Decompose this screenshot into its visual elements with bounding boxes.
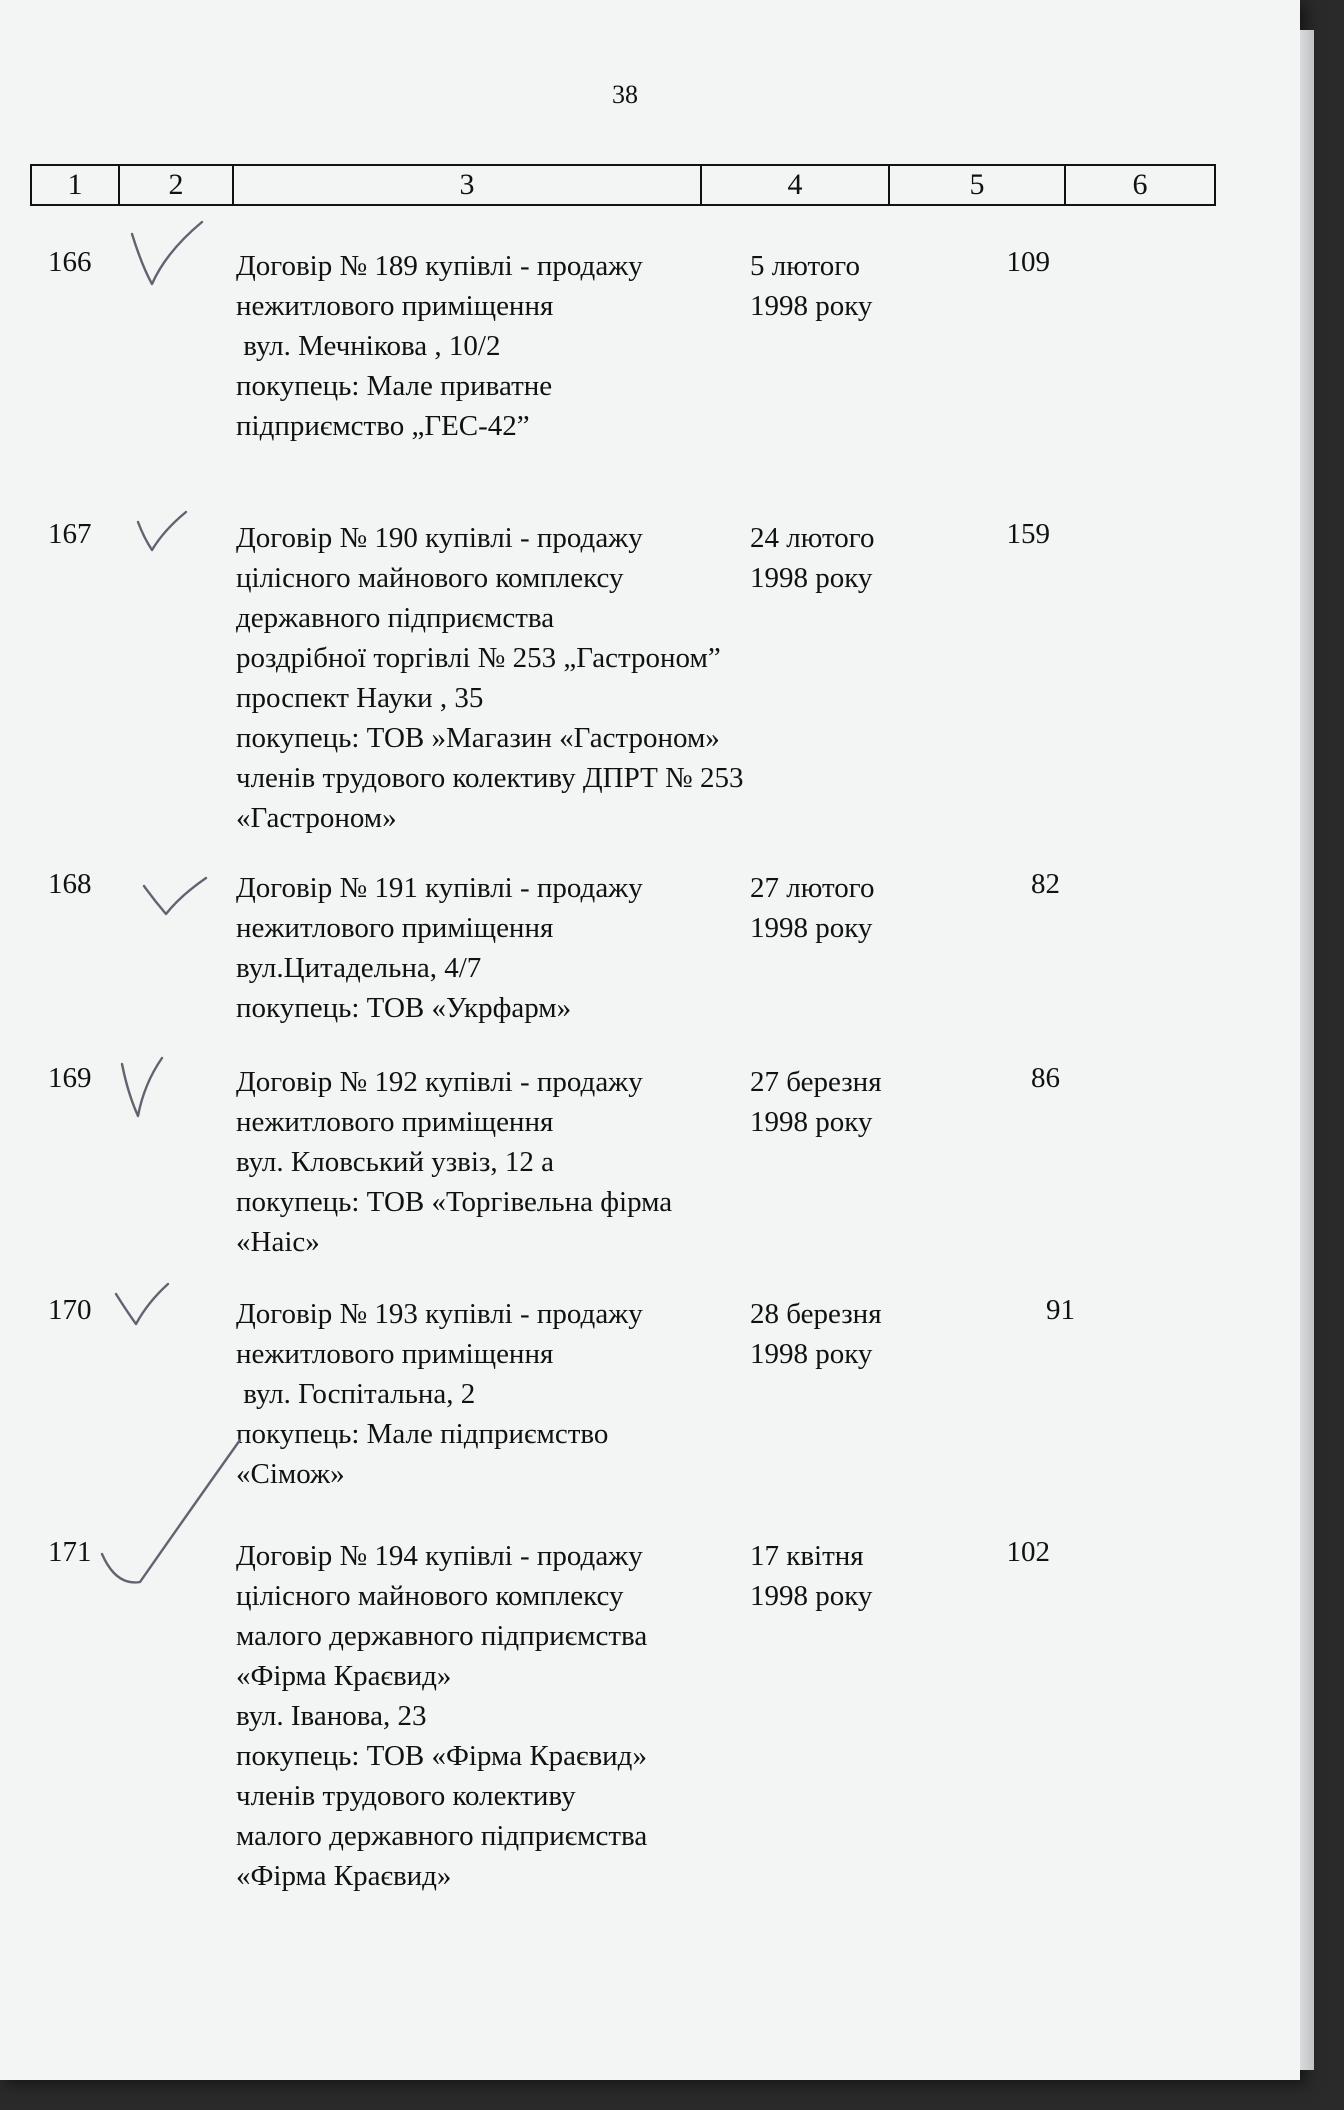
description-line: «Гастроном»: [236, 802, 397, 834]
description-line: нежитлового приміщення: [236, 290, 554, 322]
description-line: нежитлового приміщення: [236, 912, 554, 944]
description-line: нежитлового приміщення: [236, 1106, 554, 1138]
description-line: покупець: ТОВ «Фірма Краєвид»: [236, 1740, 647, 1772]
description-line: Договір № 190 купівлі - продажу: [236, 522, 643, 554]
date-line: 5 лютого: [750, 250, 860, 282]
check-mark-icon: [134, 508, 190, 556]
entry-description: [236, 1294, 643, 1494]
entry-page-count: 86: [1031, 1062, 1060, 1094]
column-header-3: 3: [233, 165, 701, 205]
date-line: 1998 року: [750, 562, 873, 594]
description-line: вул. Іванова, 23: [236, 1700, 427, 1732]
date-line: 27 лютого: [750, 872, 875, 904]
description-line: підприємство „ГЕС-42”: [236, 410, 530, 442]
description-line: вул.Цитадельна, 4/7: [236, 952, 482, 984]
description-line: «Фірма Краєвид»: [236, 1660, 452, 1692]
entry-date: [750, 246, 872, 326]
date-line: 1998 року: [750, 912, 873, 944]
description-line: державного підприємства: [236, 602, 555, 634]
column-header-4: 4: [701, 165, 889, 205]
description-line: вул. Мечнікова , 10/2: [236, 330, 501, 362]
column-header-6: 6: [1065, 165, 1215, 205]
entry-number: 166: [48, 246, 92, 278]
description-line: малого державного підприємства: [236, 1820, 648, 1852]
entry-description: [236, 518, 743, 838]
entry-date: [750, 518, 874, 598]
description-line: покупець: ТОВ »Магазин «Гастроном»: [236, 722, 720, 754]
date-line: 27 березня: [750, 1066, 882, 1098]
column-header-5: 5: [889, 165, 1065, 205]
entry-number: 167: [48, 518, 92, 550]
check-mark-icon: [96, 1436, 246, 1590]
description-line: роздрібної торгівлі № 253 „Гастроном”: [236, 642, 721, 674]
entry-number: 168: [48, 868, 92, 900]
description-line: членів трудового колективу: [236, 1780, 576, 1812]
page-edge: [1300, 30, 1314, 2070]
description-line: малого державного підприємства: [236, 1620, 648, 1652]
entry-description: [236, 1536, 647, 1896]
description-line: Договір № 194 купівлі - продажу: [236, 1540, 643, 1572]
entry-page-count: 102: [1006, 1536, 1050, 1568]
check-mark-icon: [112, 1280, 172, 1334]
entry-number: 169: [48, 1062, 92, 1094]
description-line: Договір № 192 купівлі - продажу: [236, 1066, 643, 1098]
entry-number: 171: [48, 1536, 92, 1568]
description-line: покупець: ТОВ «Укрфарм»: [236, 992, 572, 1024]
description-line: Договір № 191 купівлі - продажу: [236, 872, 643, 904]
entry-date: [750, 1062, 882, 1142]
entry-description: [236, 868, 643, 1028]
description-line: вул. Госпітальна, 2: [236, 1378, 476, 1410]
column-header-table: [30, 164, 1216, 206]
entry-date: [750, 868, 874, 948]
date-line: 1998 року: [750, 1580, 873, 1612]
entry-page-count: 82: [1031, 868, 1060, 900]
column-header-1: 1: [31, 165, 119, 205]
description-line: Договір № 189 купівлі - продажу: [236, 250, 643, 282]
date-line: 1998 року: [750, 1106, 873, 1138]
description-line: Договір № 193 купівлі - продажу: [236, 1298, 643, 1330]
entry-page-count: 109: [1006, 246, 1050, 278]
entry-description: [236, 1062, 672, 1262]
date-line: 1998 року: [750, 1338, 873, 1370]
date-line: 28 березня: [750, 1298, 882, 1330]
check-mark-icon: [140, 874, 210, 922]
description-line: покупець: ТОВ «Торгівельна фірма: [236, 1186, 673, 1218]
entry-description: [236, 246, 643, 446]
entry-date: [750, 1536, 872, 1616]
date-line: 1998 року: [750, 290, 873, 322]
description-line: проспект Науки , 35: [236, 682, 484, 714]
page-number: 38: [612, 80, 638, 109]
entry-number: 170: [48, 1294, 92, 1326]
entry-page-count: 91: [1046, 1294, 1075, 1326]
column-header-2: 2: [119, 165, 233, 205]
description-line: покупець: Мале приватне: [236, 370, 553, 402]
description-line: «Сімож»: [236, 1458, 345, 1490]
check-mark-icon: [128, 218, 208, 294]
description-line: вул. Кловський узвіз, 12 а: [236, 1146, 554, 1178]
date-line: 24 лютого: [750, 522, 875, 554]
description-line: цілісного майнового комплексу: [236, 1580, 624, 1612]
description-line: членів трудового колективу ДПРТ № 253: [236, 762, 744, 794]
date-line: 17 квітня: [750, 1540, 864, 1572]
entry-page-count: 159: [1006, 518, 1050, 550]
description-line: «Фірма Краєвид»: [236, 1860, 452, 1892]
description-line: цілісного майнового комплексу: [236, 562, 624, 594]
description-line: покупець: Мале підприємство: [236, 1418, 609, 1450]
description-line: нежитлового приміщення: [236, 1338, 554, 1370]
entry-date: [750, 1294, 882, 1374]
description-line: «Наіс»: [236, 1226, 320, 1258]
check-mark-icon: [118, 1054, 168, 1124]
